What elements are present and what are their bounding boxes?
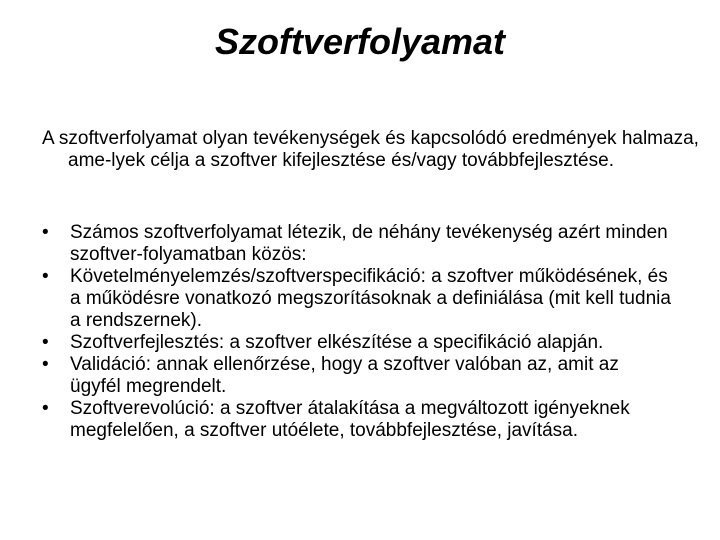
bullet-list	[42, 222, 672, 442]
bullet-icon: •	[42, 222, 49, 243]
bullet-item	[42, 398, 672, 442]
slide-title: Szoftverfolyamat	[214, 21, 506, 62]
bullet-text: Követelményelemzés/szoftverspecifikáció: a szoftver működésének, és a működésre vonatkozó megszorításoknak a definiálása (mit kell tudnia a rendszernek).	[70, 266, 671, 331]
bullet-text: Validáció: annak ellenőrzése, hogy a szoftver valóban az, amit az ügyfél megrendelt.	[70, 354, 619, 397]
bullet-item	[42, 354, 672, 398]
intro-paragraph: A szoftverfolyamat olyan tevékenységek és kapcsolódó eredmények halmaza, ame-lyek célja a szoftver kifejlesztése és/vagy továbbfejlesztése.	[42, 128, 699, 171]
bullet-icon: •	[42, 332, 49, 353]
bullet-text: Számos szoftverfolyamat létezik, de néhány tevékenység azért minden szoftver-folyamatban közös:	[70, 222, 668, 265]
bullet-item	[42, 222, 672, 266]
bullet-icon: •	[42, 398, 49, 419]
bullet-text: Szoftverfejlesztés: a szoftver elkészítése a specifikáció alapján.	[70, 332, 604, 353]
bullet-item	[42, 266, 672, 332]
bullet-item	[42, 332, 672, 354]
bullet-text: Szoftverevolúció: a szoftver átalakítása a megváltozott igényeknek megfelelően, a szoftver utóélete, továbbfejlesztése, javítása.	[70, 398, 630, 441]
bullet-icon: •	[42, 266, 49, 287]
bullet-icon: •	[42, 354, 49, 375]
